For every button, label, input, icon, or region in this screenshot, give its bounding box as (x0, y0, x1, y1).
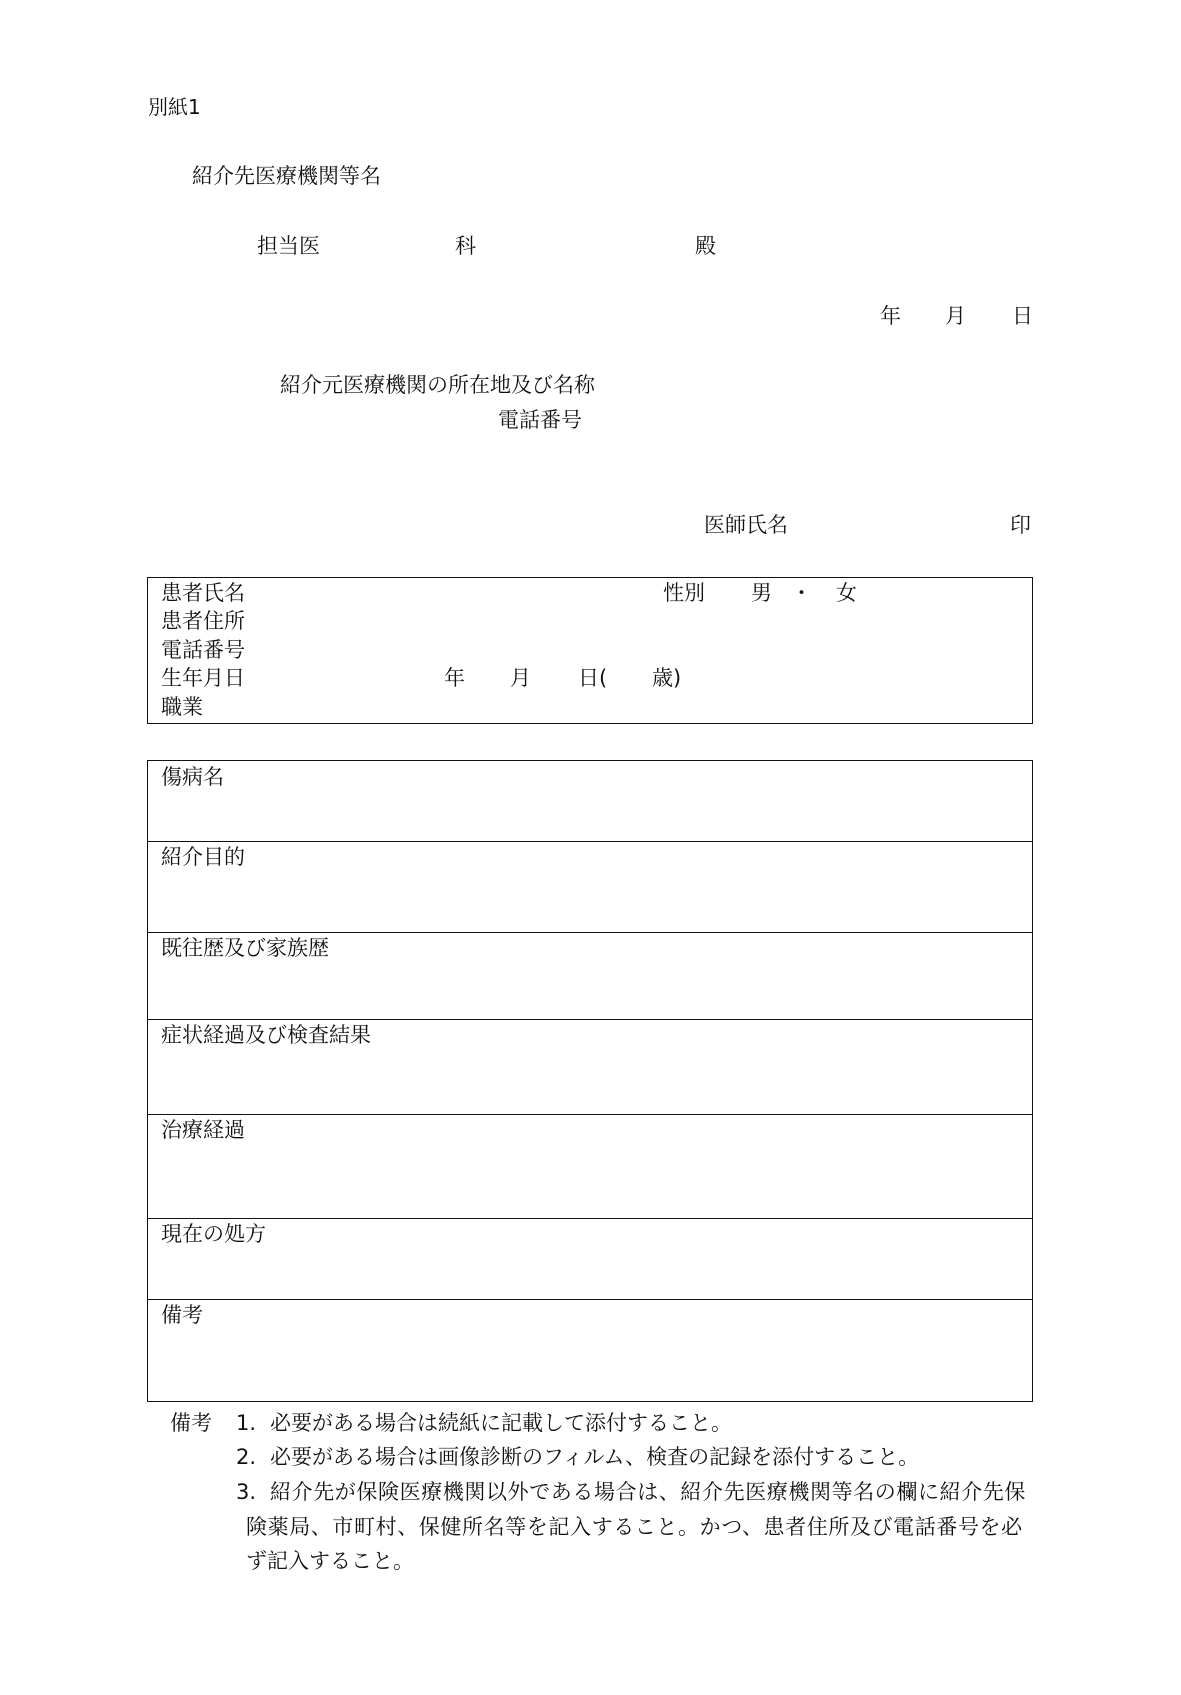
doctor-name-label: 医師氏名 (704, 513, 788, 537)
referring-phone-label: 電話番号 (498, 408, 582, 432)
doctor-in-charge-label: 担当医 (257, 234, 320, 258)
section-diagnosis-label: 傷病名 (161, 765, 224, 789)
section-divider (148, 1218, 1032, 1219)
section-symptoms-label: 症状経過及び検査結果 (161, 1023, 371, 1047)
destination-institution-label: 紹介先医療機関等名 (192, 164, 381, 188)
section-history-label: 既往歴及び家族歴 (161, 936, 329, 960)
section-treatment-label: 治療経過 (161, 1118, 245, 1142)
sex-label: 性別 (663, 581, 705, 605)
birthdate-label: 生年月日 (161, 666, 245, 690)
note-number: 2. (236, 1445, 257, 1469)
patient-info-box (147, 577, 1033, 724)
referring-institution-label: 紹介元医療機関の所在地及び名称 (280, 373, 595, 397)
note-text: ず記入すること。 (246, 1549, 414, 1573)
note-number: 1. (236, 1411, 257, 1435)
section-purpose-label: 紹介目的 (161, 845, 245, 869)
seal-label: 印 (1010, 513, 1031, 537)
birth-month: 月 (510, 666, 531, 690)
occupation-label: 職業 (161, 695, 203, 719)
note-text: 紹介先が保険医療機関以外である場合は、紹介先医療機関等名の欄に紹介先保 (270, 1480, 1026, 1504)
patient-name-label: 患者氏名 (161, 581, 245, 605)
birth-year: 年 (444, 666, 465, 690)
section-divider (148, 1019, 1032, 1020)
sex-male-option: 男 (751, 581, 772, 605)
date-day: 日 (1012, 304, 1033, 328)
patient-address-label: 患者住所 (161, 609, 245, 633)
notes-title: 備考 (170, 1411, 212, 1435)
section-prescription-label: 現在の処方 (161, 1222, 266, 1246)
section-divider (148, 1299, 1032, 1300)
section-divider (148, 841, 1032, 842)
section-divider (148, 1114, 1032, 1115)
age-label: 歳) (652, 666, 682, 690)
date-year: 年 (880, 304, 901, 328)
note-text: 必要がある場合は画像診断のフィルム、検査の記録を添付すること。 (270, 1445, 920, 1469)
birth-day: 日( (578, 666, 608, 690)
section-divider (148, 932, 1032, 933)
note-text: 必要がある場合は続紙に記載して添付すること。 (270, 1411, 732, 1435)
sex-separator: ・ (791, 581, 812, 605)
note-text: 険薬局、市町村、保健所名等を記入すること。かつ、患者住所及び電話番号を必 (246, 1515, 1023, 1539)
note-number: 3. (236, 1480, 257, 1504)
attachment-label: 別紙1 (148, 95, 201, 119)
section-remarks-label: 備考 (161, 1303, 203, 1327)
clinical-sections-box (147, 760, 1033, 1402)
date-month: 月 (945, 304, 966, 328)
honorific: 殿 (695, 234, 716, 258)
patient-phone-label: 電話番号 (161, 638, 245, 662)
sex-female-option: 女 (836, 581, 857, 605)
department-label: 科 (455, 234, 476, 258)
